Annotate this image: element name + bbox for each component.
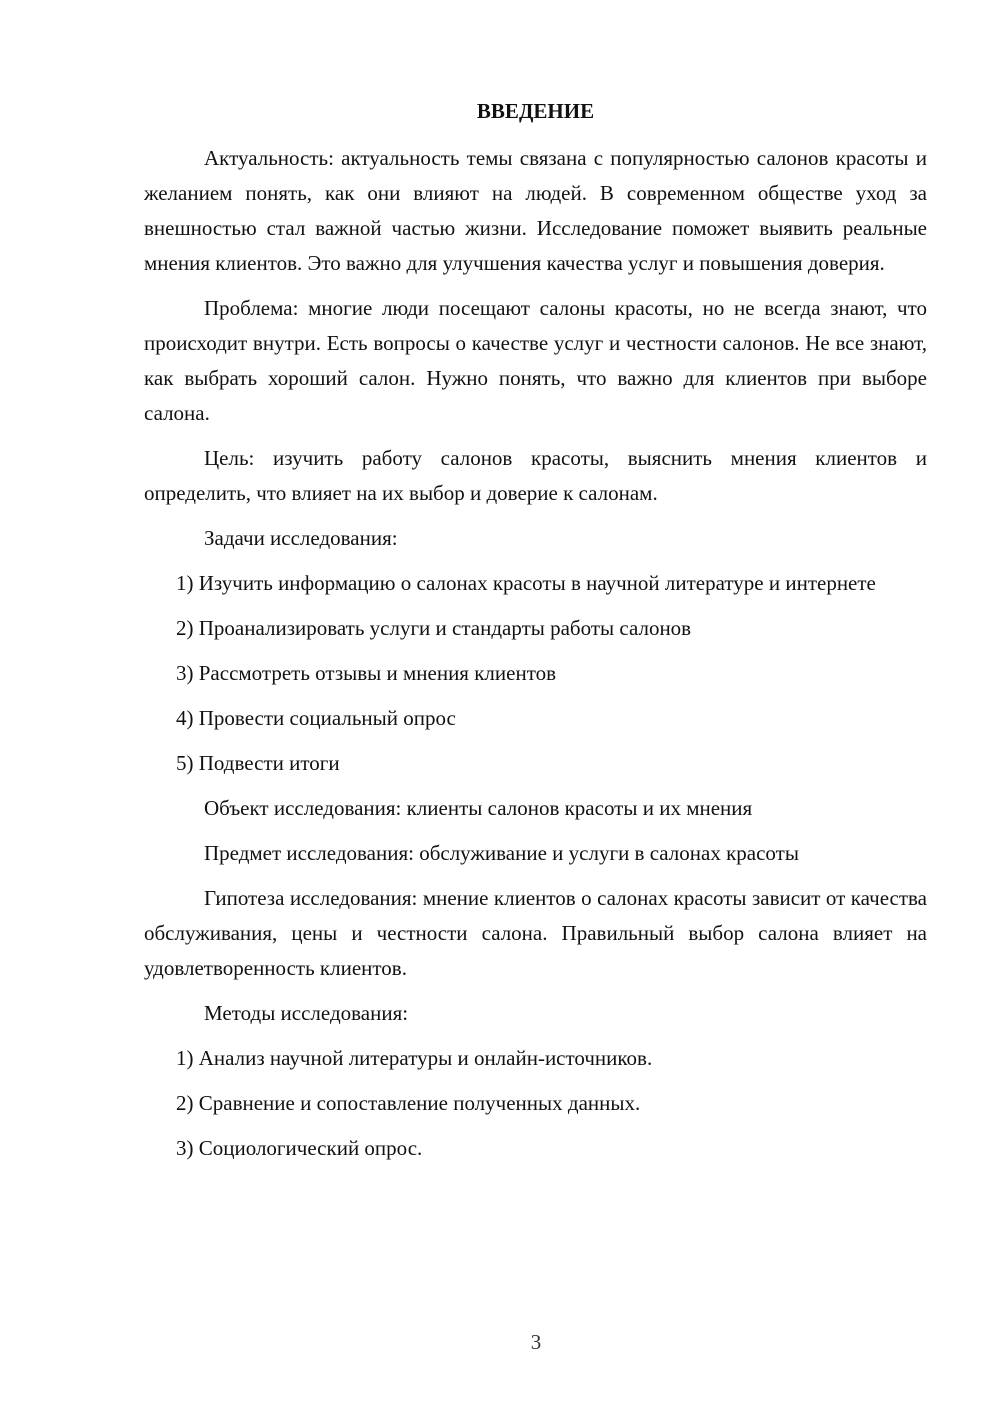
- page-number: 3: [530, 1330, 542, 1354]
- task-item: 3) Рассмотреть отзывы и мнения клиентов: [176, 661, 557, 685]
- section-title: ВВЕДЕНИЕ: [476, 99, 595, 123]
- task-item: 1) Изучить информацию о салонах красоты в научной литературе и интернете: [176, 571, 876, 595]
- tasks-heading: Задачи исследования:: [204, 526, 398, 550]
- method-item: 3) Социологический опрос.: [176, 1136, 423, 1160]
- task-item: 5) Подвести итоги: [176, 751, 340, 775]
- method-item: 2) Сравнение и сопоставление полученных данных.: [176, 1091, 641, 1115]
- methods-heading: Методы исследования:: [204, 1001, 409, 1025]
- hypothesis-paragraph: Гипотеза исследования: мнение клиентов о салонах красоты зависит от качества обслуживания, цены и честности салона. Правильный выбор салона влияет на удовлетворенность клиентов.: [144, 886, 927, 980]
- relevance-paragraph: Актуальность: актуальность темы связана с популярностью салонов красоты и желанием понять, как они влияют на людей. В современном обществе уход за внешностью стал важной частью жизни. Исследование поможет выявить реальные мнения клиентов. Это важно для улучшения качества услуг и повышения доверия.: [144, 146, 927, 275]
- goal-paragraph: Цель: изучить работу салонов красоты, выяснить мнения клиентов и определить, что влияет на их выбор и доверие к салонам.: [144, 446, 927, 505]
- page-content: [144, 94, 927, 1176]
- subject-paragraph: Предмет исследования: обслуживание и услуги в салонах красоты: [204, 841, 799, 865]
- task-item: 4) Провести социальный опрос: [176, 706, 456, 730]
- method-item: 1) Анализ научной литературы и онлайн-источников.: [176, 1046, 653, 1070]
- task-item: 2) Проанализировать услуги и стандарты работы салонов: [176, 616, 692, 640]
- problem-paragraph: Проблема: многие люди посещают салоны красоты, но не всегда знают, что происходит внутри. Есть вопросы о качестве услуг и честности салонов. Не все знают, как выбрать хороший салон. Нужно понять, что важно для клиентов при выборе салона.: [144, 296, 927, 425]
- object-paragraph: Объект исследования: клиенты салонов красоты и их мнения: [204, 796, 753, 820]
